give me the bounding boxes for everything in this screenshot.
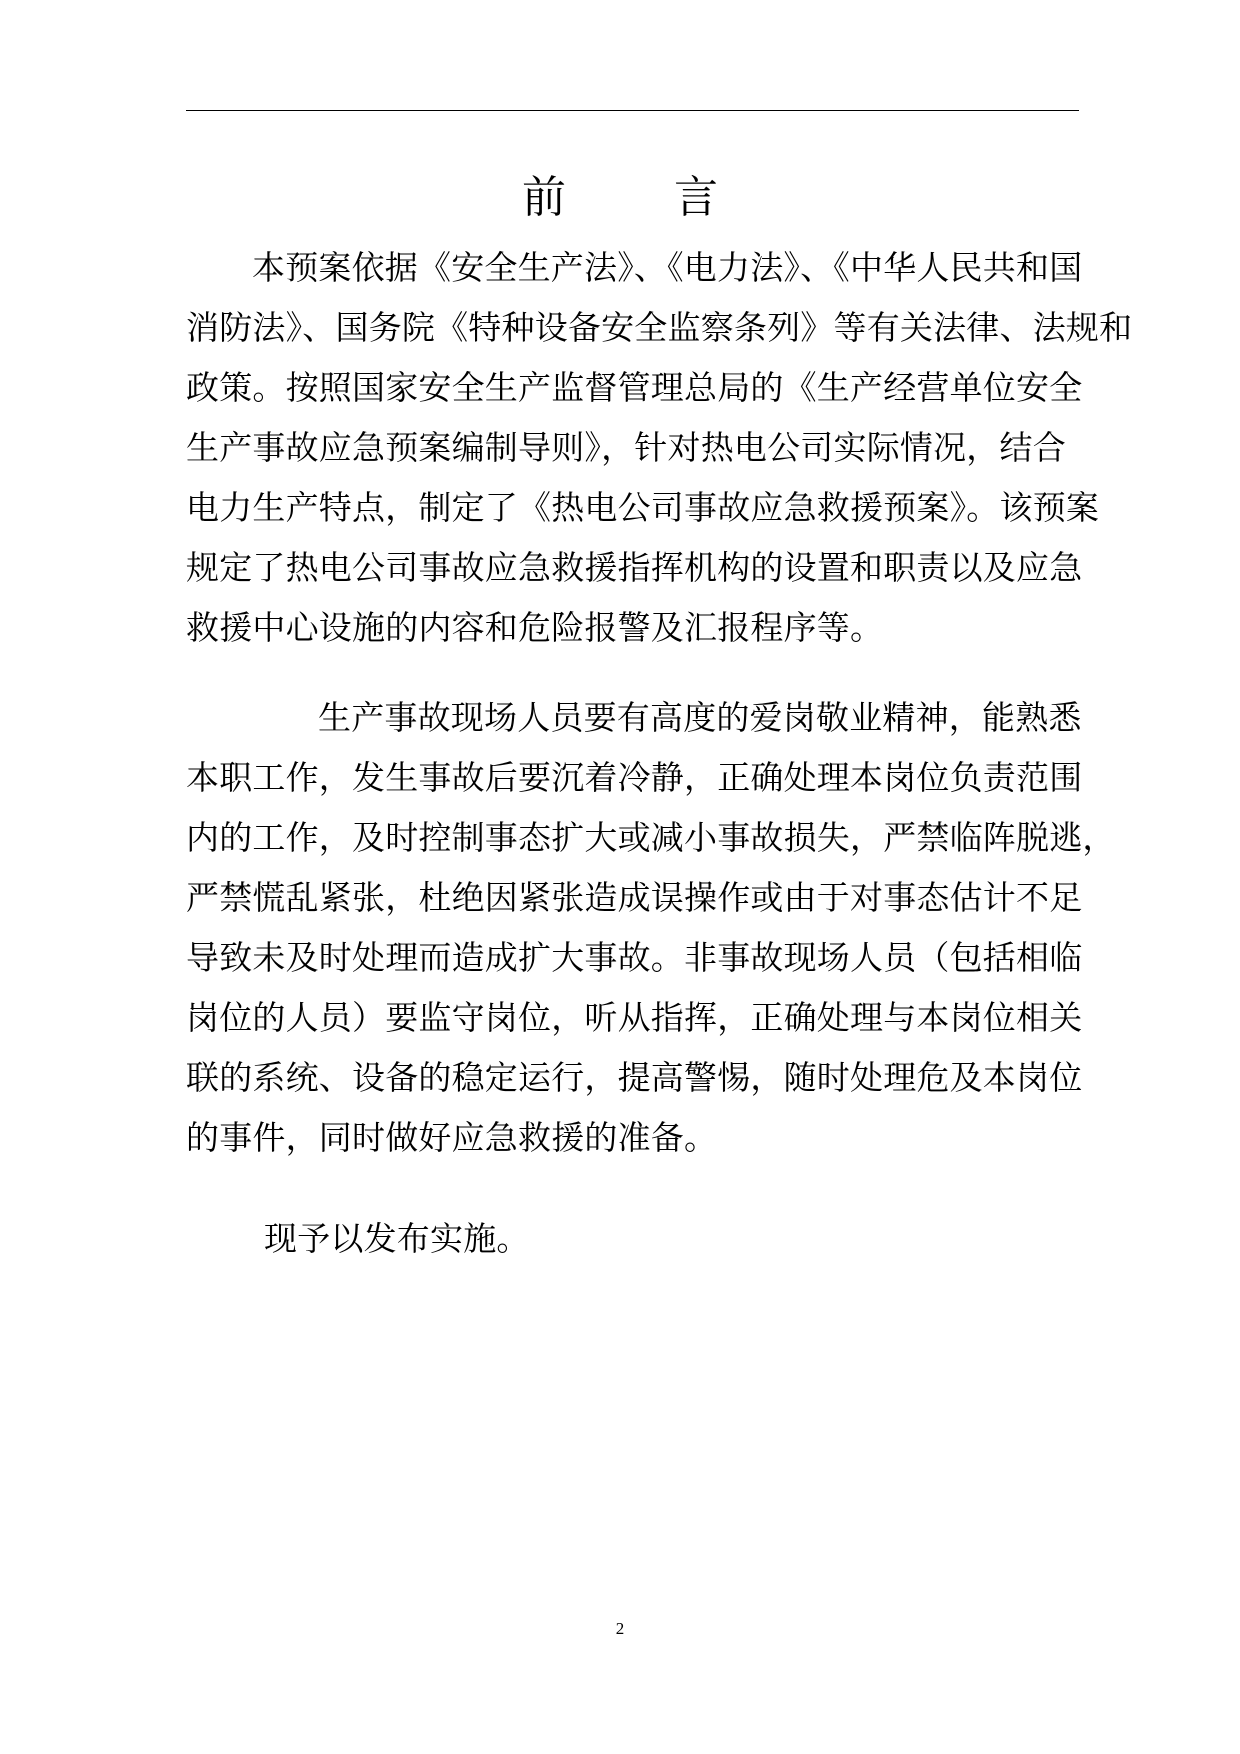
text-line: 岗位的人员）要监守岗位，听从指挥，正确处理与本岗位相关 [186, 998, 1083, 1037]
paragraph-1 [186, 238, 1133, 658]
title-char-2: 言 [674, 172, 718, 223]
text-line: 生产事故应急预案编制导则》，针对热电公司实际情况，结合 [186, 428, 1066, 467]
text-line: 联的系统、设备的稳定运行，提高警惕，随时处理危及本岗位 [186, 1058, 1083, 1097]
page-number: 2 [615, 1619, 625, 1638]
text-line: 严禁慌乱紧张，杜绝因紧张造成误操作或由于对事态估计不足 [186, 878, 1083, 917]
title-char-1: 前 [522, 172, 566, 223]
header-rule [186, 110, 1079, 111]
text-line: 的事件，同时做好应急救援的准备。 [186, 1118, 718, 1157]
page-title [0, 168, 1240, 228]
text-line: 本职工作，发生事故后要沉着冷静，正确处理本岗位负责范围 [186, 758, 1083, 797]
text-line: 消防法》、国务院《特种设备安全监察条列》等有关法律、法规和 [186, 308, 1133, 347]
text-line: 本预案依据《安全生产法》、《电力法》、《中华人民共和国 [252, 248, 1083, 287]
text-line: 导致未及时处理而造成扩大事故。非事故现场人员（包括相临 [186, 938, 1083, 977]
text-line: 救援中心设施的内容和危险报警及汇报程序等。 [186, 608, 884, 647]
text-line: 电力生产特点，制定了《热电公司事故应急救援预案》。该预案 [186, 488, 1100, 527]
paragraph-2 [186, 688, 1116, 1168]
text-line: 规定了热电公司事故应急救援指挥机构的设置和职责以及应急 [186, 548, 1083, 587]
text-line: 生产事故现场人员要有高度的爱岗敬业精神，能熟悉 [318, 698, 1082, 737]
text-line: 内的工作，及时控制事态扩大或减小事故损失，严禁临阵脱逃， [186, 818, 1116, 857]
text-line: 政策。按照国家安全生产监督管理总局的《生产经营单位安全 [186, 368, 1083, 407]
paragraph-3 [186, 1209, 1081, 1269]
text-line: 现予以发布实施。 [264, 1219, 530, 1258]
